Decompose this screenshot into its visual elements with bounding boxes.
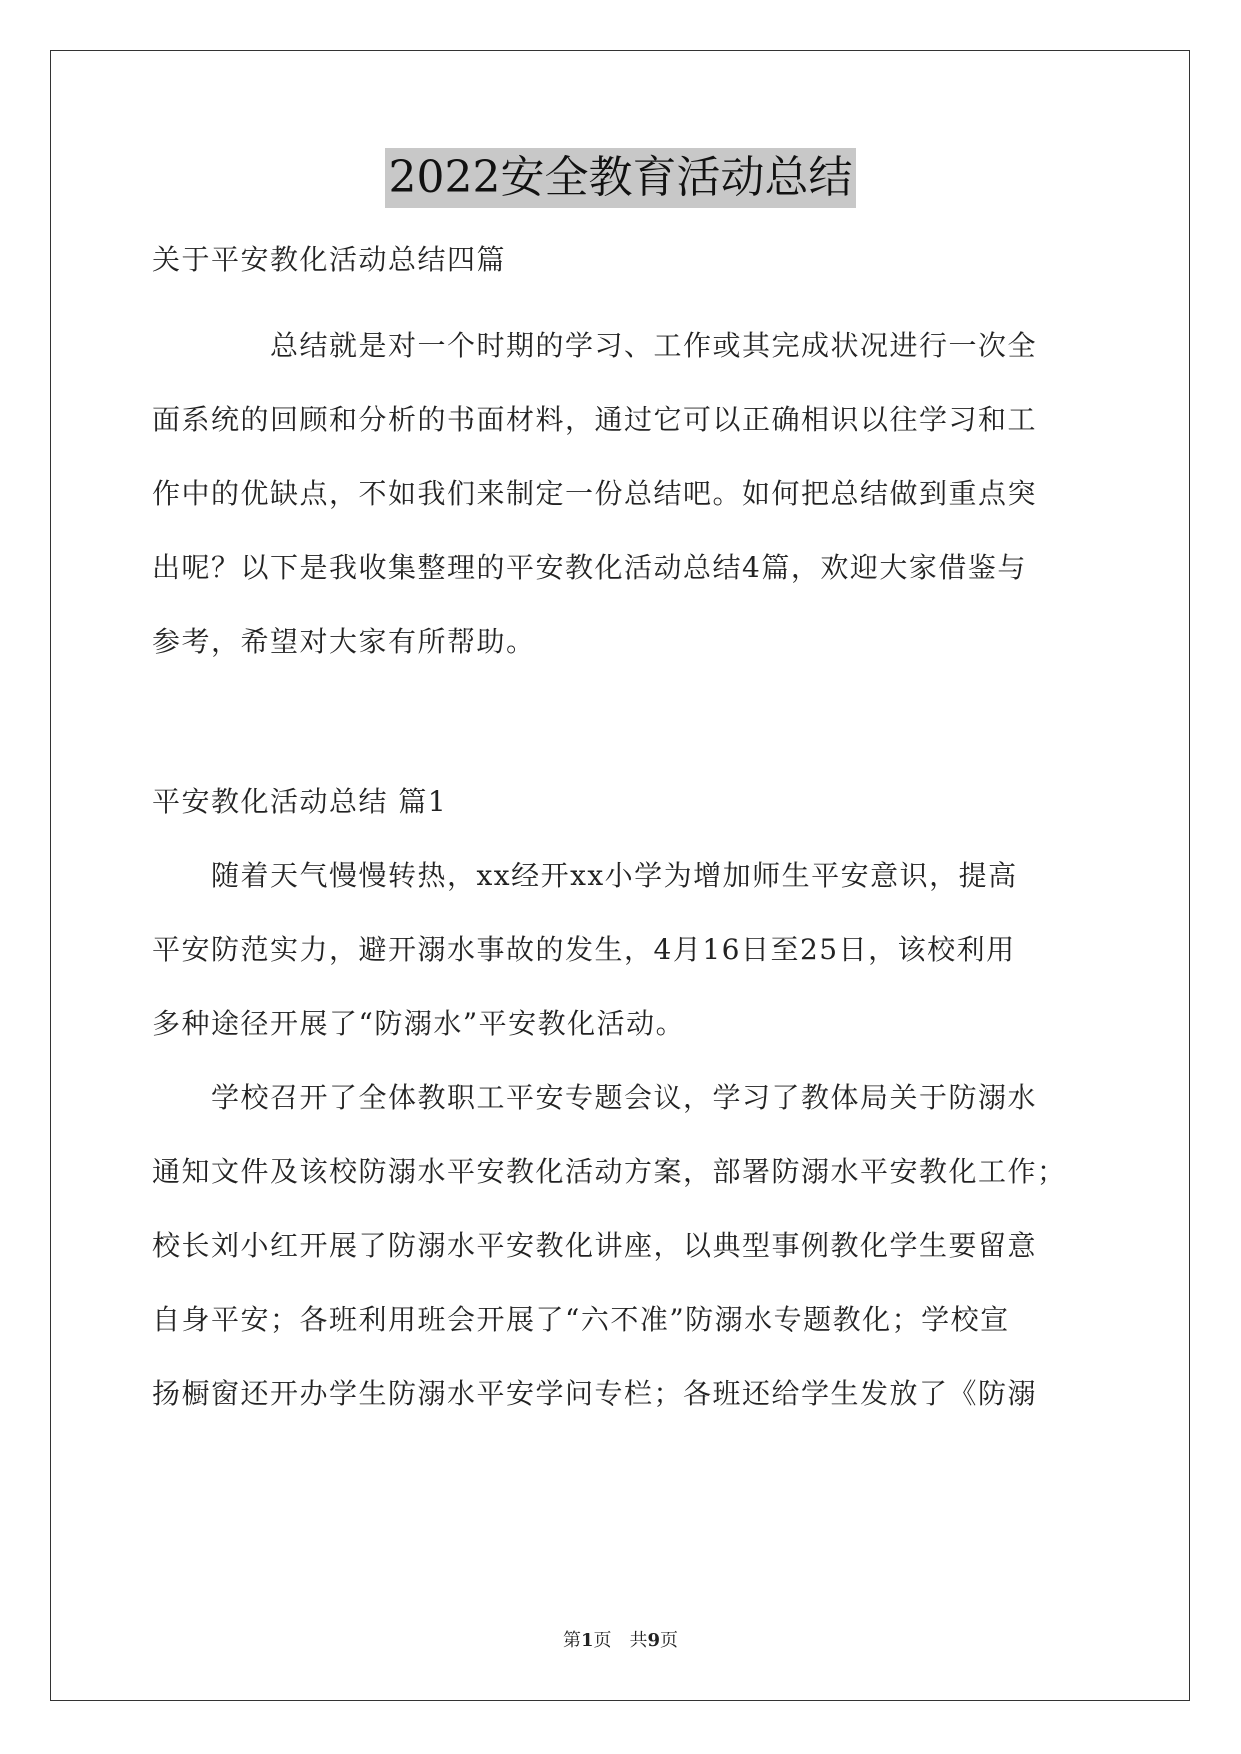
paragraph-line: 出呢？以下是我收集整理的平安教化活动总结4篇，欢迎大家借鉴与 xyxy=(152,551,1027,584)
footer-total-pages: 9 xyxy=(647,1630,661,1651)
paragraph-line: 自身平安；各班利用班会开展了“六不准”防溺水专题教化；学校宣 xyxy=(152,1303,1010,1336)
document-title: 2022安全教育活动总结 xyxy=(385,148,857,208)
subtitle-line: 关于平安教化活动总结四篇 xyxy=(152,243,507,276)
paragraph-line: 总结就是对一个时期的学习、工作或其完成状况进行一次全 xyxy=(152,329,1038,362)
paragraph-line: 参考，希望对大家有所帮助。 xyxy=(152,625,536,658)
footer-page-number: 1 xyxy=(580,1630,594,1651)
paragraph-line: 通知文件及该校防溺水平安教化活动方案，部署防溺水平安教化工作； xyxy=(152,1155,1067,1188)
paragraph-line: 多种途径开展了“防溺水”平安教化活动。 xyxy=(152,1007,686,1040)
footer-mid: 页 共 xyxy=(593,1630,648,1651)
footer-prefix: 第 xyxy=(562,1630,581,1651)
paragraph-line: 学校召开了全体教职工平安专题会议，学习了教体局关于防溺水 xyxy=(152,1081,1038,1114)
page-footer xyxy=(0,1626,1241,1652)
paragraph-line: 扬橱窗还开办学生防溺水平安学问专栏；各班还给学生发放了《防溺 xyxy=(152,1377,1038,1410)
footer-suffix: 页 xyxy=(660,1630,679,1651)
paragraph-line: 作中的优缺点，不如我们来制定一份总结吧。如何把总结做到重点突 xyxy=(152,477,1038,510)
document-title-wrap xyxy=(0,148,1241,208)
section-heading: 平安教化活动总结 篇1 xyxy=(152,785,448,818)
paragraph-line: 校长刘小红开展了防溺水平安教化讲座，以典型事例教化学生要留意 xyxy=(152,1229,1038,1262)
paragraph-line: 平安防范实力，避开溺水事故的发生，4月16日至25日，该校利用 xyxy=(152,933,1016,966)
paragraph-line: 面系统的回顾和分析的书面材料，通过它可以正确相识以往学习和工 xyxy=(152,403,1038,436)
paragraph-line: 随着天气慢慢转热，xx经开xx小学为增加师生平安意识，提高 xyxy=(152,859,1018,892)
